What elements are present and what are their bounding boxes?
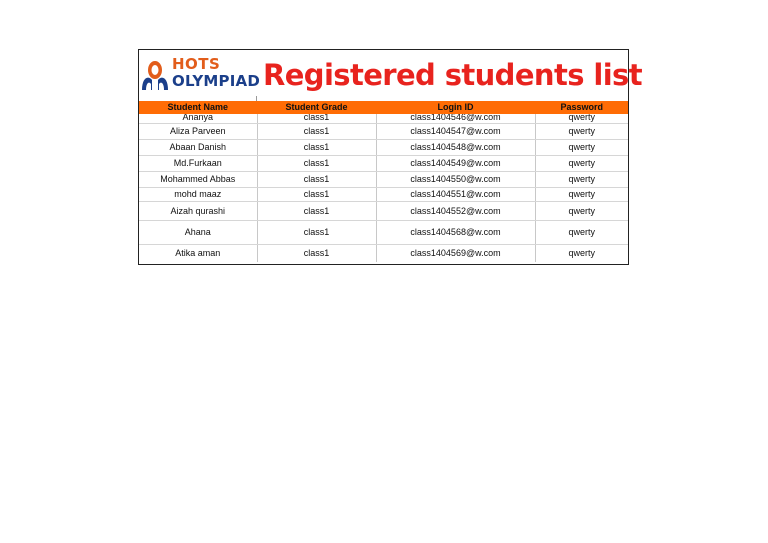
logo-text-hots: HOTS [172,55,221,73]
cell-student-grade: class1 [257,187,376,201]
cell-login-id: class1404549@w.com [376,155,535,171]
cell-password: qwerty [568,248,595,259]
logo-text-olympiad: OLYMPIAD [172,72,260,90]
cell-password: qwerty [535,201,628,220]
page-title: Registered students list [263,58,642,92]
cell-login-id: class1404547@w.com [376,123,535,139]
cell-password: qwerty [535,139,628,155]
cell-login-id: class1404548@w.com [376,139,535,155]
column-header-password: Password [535,101,628,114]
cell-password: qwerty [535,187,628,201]
column-header-login-id: Login ID [376,101,535,114]
sheet-header [139,50,642,101]
cell-student-grade: class1 [257,139,376,155]
cell-student-grade: class1 [257,155,376,171]
cell-student-name: Atika aman [139,244,257,262]
cell-student-name: Aizah qurashi [139,201,257,220]
cell-student-name: mohd maaz [139,187,257,201]
cell-login-id: class1404551@w.com [376,187,535,201]
cell-password: qwerty [535,155,628,171]
table-row [139,201,628,220]
table-row [139,123,628,139]
table-row [139,244,628,262]
table-row [139,155,628,171]
cell-password: qwerty [535,220,628,244]
cell-login-id: class1404568@w.com [376,220,535,244]
cell-student-grade: class1 [257,123,376,139]
cell-login-id: class1404550@w.com [376,171,535,187]
cell-password: qwerty [535,171,628,187]
cell-student-name: Md.Furkaan [139,155,257,171]
cell-password: qwerty [535,123,628,139]
cell-student-grade: class1 [257,244,376,262]
header-row [139,101,628,114]
cell-student-name: Abaan Danish [139,139,257,155]
hots-olympiad-logo [140,56,258,96]
students-table [139,101,628,262]
owl-mark-icon [140,58,170,92]
cell-student-name: Aliza Parveen [139,123,257,139]
table-row [139,220,628,244]
cell-login-id: class1404569@w.com [376,244,535,262]
student-list-sheet [138,49,642,265]
cell-student-name: Ananya [139,114,257,123]
table-row [139,114,628,123]
cell-login-id: class1404552@w.com [376,201,535,220]
table-row [139,171,628,187]
table-row [139,187,628,201]
column-header-student-name: Student Name [139,101,257,114]
students-table-header [139,101,628,114]
cell-password: qwerty [535,114,628,123]
students-table-body [139,114,628,262]
cell-student-name: Mohammed Abbas [139,171,257,187]
cell-student-grade: class1 [257,171,376,187]
cell-student-grade: class1 [257,220,376,244]
cell-student-name: Ahana [139,220,257,244]
cell-student-grade: class1 [257,201,376,220]
cell-login-id: class1404546@w.com [376,114,535,123]
cell-student-grade: class1 [257,114,376,123]
column-header-student-grade: Student Grade [257,101,376,114]
table-row [139,139,628,155]
